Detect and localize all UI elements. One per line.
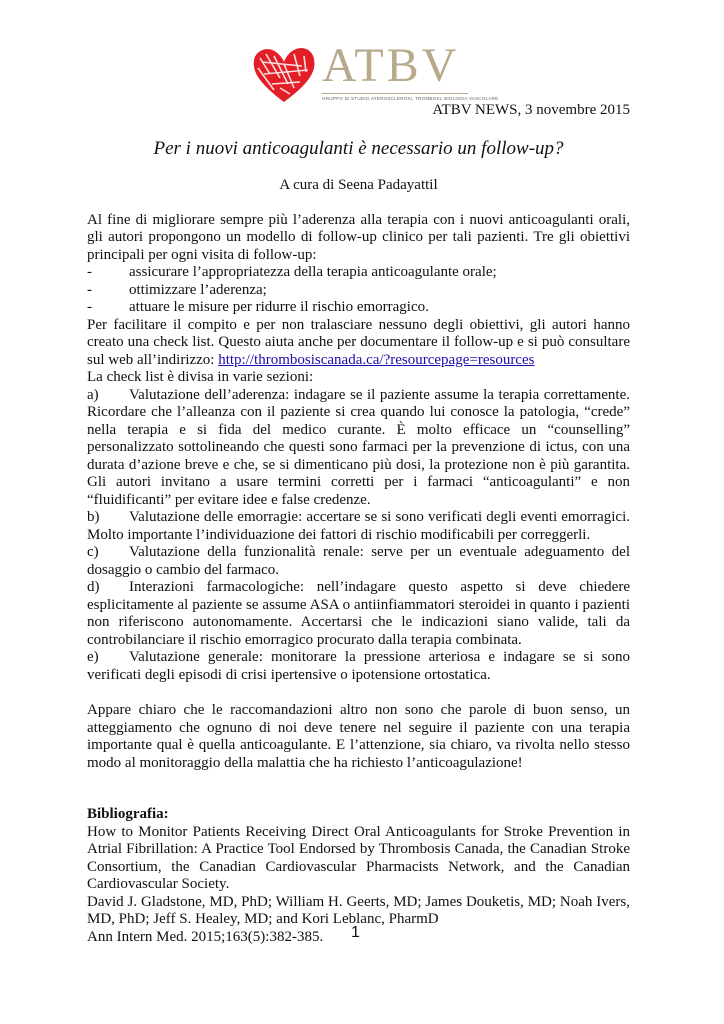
list-marker: -: [87, 299, 92, 315]
section-text: Valutazione della funzionalità renale: serve per un eventuale adeguamento del dosaggio o cambio del farmaco.: [87, 544, 630, 578]
objectives-list: [87, 264, 630, 317]
section-text: Valutazione delle emorragie: accertare se si sono verificati degli eventi emorragici. Molto importante l’individuazione dei fattori di rischio modificabili per correggerli.: [87, 509, 630, 543]
list-item: [87, 282, 630, 300]
article-author: A cura di Seena Padayattil: [279, 177, 438, 193]
section-marker: d): [87, 579, 100, 595]
section-marker: a): [87, 386, 99, 403]
section-marker: c): [87, 544, 99, 560]
logo-subtitle: GRUPPO DI STUDIO ATEROSCLEROSI, TROMBOSI, BIOLOGIA VASCOLARE: [322, 96, 499, 101]
list-item: [87, 299, 630, 317]
article-title: Per i nuovi anticoagulanti è necessario un follow-up?: [153, 137, 564, 159]
section-marker: b): [87, 509, 100, 525]
news-dateline: ATBV NEWS, 3 novembre 2015: [432, 102, 630, 118]
section-text: Valutazione dell’aderenza: indagare se il paziente assume la terapia correttamente. Ricordare che l’alleanza con il paziente si crea quando lui conosce la patologia, “crede” nella terapia e si fida del medico curante. È molto efficace un “counselling” personalizzato sottolineando che questi sono farmaci per la prevenzione di ictus, con una durata d’azione breve e che, se si dimenticano più dosi, la protezione non è più garantita. Gli autori invitano a usare termini corretti per i farmaci “anticoagulanti” e non “fluidificanti” per evitare idee e false credenze.: [87, 386, 630, 508]
sections-intro: La check list è divisa in varie sezioni:: [87, 369, 314, 385]
list-marker: -: [87, 264, 92, 280]
section-item: [87, 649, 630, 684]
section-item: [87, 544, 630, 579]
document-body: [87, 100, 630, 946]
section-text: Valutazione generale: monitorare la pressione arteriosa e indagare se si sono verificati degli episodi di crisi ipertensive o ipotensione ortostatica.: [87, 649, 630, 683]
intro-paragraph: Al fine di migliorare sempre più l’aderenza alla terapia con i nuovi anticoagulanti orali, gli autori propongono un modello di follow-up clinico per tali pazienti. Tre gli obiettivi principali per ogni visita di follow-up:: [87, 211, 630, 263]
reference-authors: David J. Gladstone, MD, PhD; William H. Geerts, MD; James Douketis, MD; Noah Ivers, MD, PhD; Jeff S. Healey, MD; and Kori Leblanc, PharmD: [87, 893, 630, 927]
list-text: ottimizzare l’aderenza;: [129, 281, 267, 298]
section-item: [87, 387, 630, 510]
checklist-text: Per facilitare il compito e per non tralasciare nessuno degli obiettivi, gli autori hanno creato una check list. Questo aiuta anche per documentare il follow-up e si può consultare sul web all’indirizzo:: [87, 316, 630, 368]
checklist-sections: [87, 387, 630, 685]
section-text: Interazioni farmacologiche: nell’indagare questo aspetto si deve chiedere esplicitamente al paziente se assume ASA o antiinfiammatori steroidei in quanto i pazienti non riferiscono autonomamente. Accertarsi che le indicazioni siano valide, tali da controbilanciare il rischio emorragico procurato dalla terapia combinata.: [87, 579, 630, 648]
reference-title: How to Monitor Patients Receiving Direct Oral Anticoagulants for Stroke Prevention in Atrial Fibrillation: A Practice Tool Endorsed by Thrombosis Canada, the Canadian Stroke Consortium, the Canadian Cardiovascular Pharmacists Network, and the Canadian Cardiovascular Society.: [87, 823, 630, 892]
reference-journal: Ann Intern Med. 2015;163(5):382-385.: [87, 928, 324, 945]
resource-link[interactable]: http://thrombosiscanada.ca/?resourcepage=resources: [218, 351, 535, 368]
section-marker: e): [87, 649, 99, 665]
logo-divider: [322, 93, 468, 94]
logo-text: ATBV: [322, 39, 460, 92]
section-item: [87, 579, 630, 649]
list-marker: -: [87, 281, 92, 298]
list-text: assicurare l’appropriatezza della terapia anticoagulante orale;: [129, 264, 497, 280]
bibliography-heading: Bibliografia:: [87, 806, 169, 822]
section-item: [87, 509, 630, 544]
heart-logo-icon: [250, 44, 318, 106]
page-number: 1: [351, 924, 360, 941]
list-item: [87, 264, 630, 282]
conclusion-paragraph: Appare chiaro che le raccomandazioni altro non sono che parole di buon senso, un atteggiamento che ognuno di noi deve tenere nel seguire il paziente con una terapia importante qual è quella anticoagulante. E l’attenzione, sia chiaro, va rivolta nello stesso modo al monitoraggio della malattia che ha richiesto l’anticoagulazione!: [87, 702, 630, 771]
checklist-paragraph: [87, 317, 630, 370]
list-text: attuare le misure per ridurre il rischio emorragico.: [129, 299, 429, 315]
